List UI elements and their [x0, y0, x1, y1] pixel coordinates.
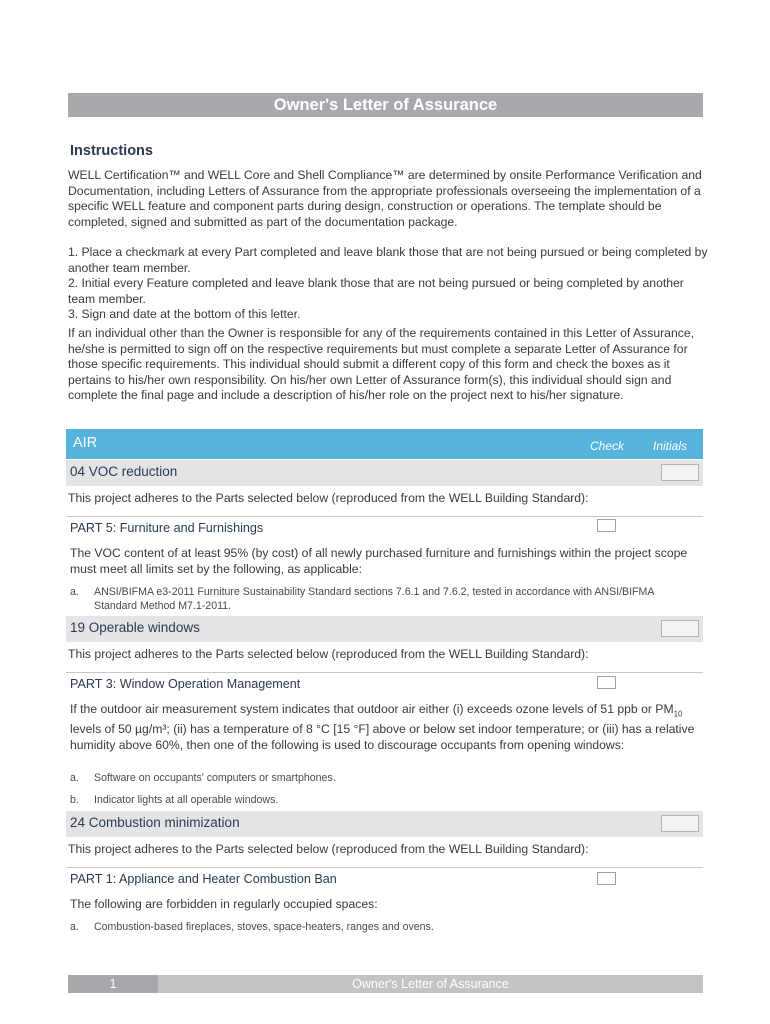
step-3: 3. Sign and date at the bottom of this letter.: [68, 307, 301, 322]
feature-header-operable-windows: [66, 616, 703, 642]
feature-header-voc-reduction: [66, 460, 703, 486]
instructions-paragraph: WELL Certification™ and WELL Core and Shell Compliance™ are determined by onsite Performance Verification and Documentation, including Letters of Assurance from the appropriate professionals overseeing the implementation of a specific WELL feature and component parts during design, construction or operations. The template should be completed, signed and submitted as part of the documentation package.: [68, 168, 702, 229]
part-body: [70, 702, 700, 753]
part-body: The following are forbidden in regularly occupied spaces:: [70, 897, 378, 911]
adheres-statement: This project adheres to the Parts selected below (reproduced from the WELL Building Standard):: [68, 647, 589, 661]
adheres-statement: This project adheres to the Parts selected below (reproduced from the WELL Building Standard):: [68, 842, 589, 856]
step-2: 2. Initial every Feature completed and leave blank those that are not being pursued or being completed by another team member.: [68, 276, 684, 306]
part-checkbox[interactable]: [597, 676, 616, 689]
list-item-letter: a.: [70, 921, 79, 933]
initials-field[interactable]: [661, 620, 699, 637]
list-item-text: ANSI/BIFMA e3-2011 Furniture Sustainability Standard sections 7.6.1 and 7.6.2, tested in accordance with ANSI/BIFMA Standard Method M7.1-2011.: [94, 586, 654, 612]
check-column-label: Check: [590, 439, 625, 453]
subscript: 10: [673, 709, 683, 719]
initials-column-label: Initials: [653, 439, 688, 453]
list-item-text: Indicator lights at all operable windows.: [94, 794, 279, 806]
instructions-paragraph-2: If an individual other than the Owner is responsible for any of the requirements contained in this Letter of Assurance, he/she is permitted to sign off on the respective requirements but must complete a separate Letter of Assurance for those specific requirements. This individual should submit a different copy of this form and check the boxes as it pertains to his/her own responsibility. On his/her own Letter of Assurance form(s), this individual should sign and complete the final page and include a description of his/her role on the project next to his/her signature.: [68, 326, 694, 403]
part-body: The VOC content of at least 95% (by cost) of all newly purchased furniture and furnishings within the project scope must meet all limits set by the following, as applicable:: [70, 546, 688, 576]
list-item-letter: a.: [70, 772, 79, 784]
part-title: PART 5: Furniture and Furnishings: [70, 521, 264, 535]
feature-header-combustion-minimization: [66, 811, 703, 837]
part-body-text-cont: levels of 50 µg/m³; (ii) has a temperature of 8 °C [15 °F] above or below set indoor temperature; or (iii) has a relative humidity above 60%, then one of the following is used to discourage occupants from opening windows:: [70, 722, 695, 752]
feature-title: 04 VOC reduction: [70, 464, 178, 479]
section-label: AIR: [73, 435, 98, 451]
feature-title: 19 Operable windows: [70, 620, 200, 635]
step-1: 1. Place a checkmark at every Part completed and leave blank those that are not being pursued or being completed by another team member.: [68, 245, 708, 275]
initials-field[interactable]: [661, 815, 699, 832]
part-checkbox[interactable]: [597, 519, 616, 532]
instructions-heading: Instructions: [70, 143, 153, 159]
document-title: Owner's Letter of Assurance: [68, 93, 703, 117]
footer-title: Owner's Letter of Assurance: [352, 977, 509, 991]
divider: [66, 516, 703, 517]
divider: [66, 672, 703, 673]
list-item-text: Software on occupants' computers or smartphones.: [94, 772, 336, 784]
part-title: PART 1: Appliance and Heater Combustion Ban: [70, 872, 337, 886]
feature-title: 24 Combustion minimization: [70, 815, 240, 830]
list-item-text: Combustion-based fireplaces, stoves, space-heaters, ranges and ovens.: [94, 921, 434, 933]
part-title: PART 3: Window Operation Management: [70, 677, 301, 691]
part-body-text: If the outdoor air measurement system indicates that outdoor air either (i) exceeds ozone levels of 51 ppb or PM: [70, 702, 674, 716]
section-header-air: [66, 429, 703, 459]
divider: [66, 867, 703, 868]
list-item-letter: a.: [70, 586, 79, 598]
page-number: 1: [68, 975, 158, 993]
instructions-steps: [68, 245, 708, 323]
initials-field[interactable]: [661, 464, 699, 481]
part-checkbox[interactable]: [597, 872, 616, 885]
page-footer: [68, 975, 703, 993]
adheres-statement: This project adheres to the Parts selected below (reproduced from the WELL Building Standard):: [68, 491, 589, 505]
list-item-letter: b.: [70, 794, 79, 806]
